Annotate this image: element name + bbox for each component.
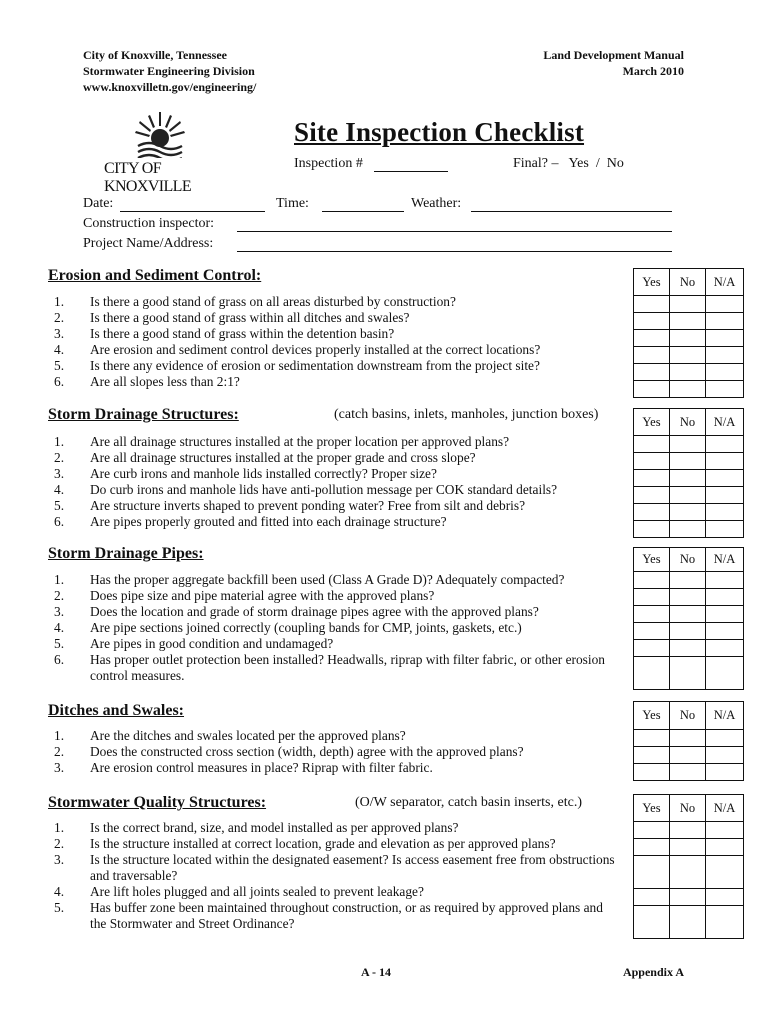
answer-cell[interactable] [634,657,670,690]
city-logo-text: CITY OF KNOXVILLE [104,160,192,195]
answer-cell[interactable] [706,822,744,839]
header-division: Stormwater Engineering Division [83,64,255,78]
header-city: City of Knoxville, Tennessee [83,48,228,62]
col-no: No [670,795,706,822]
header-right [543,47,684,79]
answer-cell[interactable] [706,572,744,589]
answer-cell[interactable] [706,487,744,504]
answer-cell[interactable] [706,606,744,623]
answer-cell[interactable] [706,747,744,764]
section-title-quality: Stormwater Quality Structures: [48,794,267,811]
section-title-pipes: Storm Drainage Pipes: [48,545,204,562]
col-yes: Yes [634,702,670,730]
answer-cell[interactable] [706,313,744,330]
answer-cell[interactable] [670,330,706,347]
col-yes: Yes [634,548,670,572]
date-label: Date: [83,196,114,211]
answer-cell[interactable] [670,487,706,504]
page-number: A - 14 [361,965,391,979]
answer-cell[interactable] [670,504,706,521]
col-no: No [670,409,706,436]
answer-cell[interactable] [706,347,744,364]
col-no: No [670,702,706,730]
section-subtitle-quality: (O/W separator, catch basin inserts, etc.) [355,795,582,810]
time-label: Time: [276,196,309,211]
weather-label: Weather: [411,196,462,211]
date-field[interactable] [120,211,265,212]
answer-header-row [634,409,744,436]
col-yes: Yes [634,795,670,822]
header-website: www.knoxvilletn.gov/engineering/ [83,80,257,94]
answer-cell[interactable] [706,764,744,781]
answer-cell[interactable] [706,906,744,939]
header-left [83,47,256,95]
answer-cell[interactable] [706,381,744,398]
project-label: Project Name/Address: [83,236,214,251]
answer-cell[interactable] [670,606,706,623]
weather-field[interactable] [471,211,672,212]
col-no: No [670,269,706,296]
answer-cell[interactable] [670,856,706,889]
time-field[interactable] [322,211,404,212]
answer-cell[interactable] [706,296,744,313]
answer-cell[interactable] [706,504,744,521]
inspector-field[interactable] [237,231,672,232]
col-yes: Yes [634,269,670,296]
section-title-ditches: Ditches and Swales: [48,702,185,719]
col-na: N/A [706,269,744,296]
answer-cell[interactable] [706,657,744,690]
answer-cell[interactable] [706,889,744,906]
answer-cell[interactable] [670,364,706,381]
answer-header-row [634,548,744,572]
answer-cell[interactable] [670,381,706,398]
header-date: March 2010 [622,64,684,78]
answer-cell[interactable] [670,839,706,856]
answer-cell[interactable] [706,470,744,487]
answer-cell[interactable] [670,347,706,364]
inspector-label: Construction inspector: [83,216,215,231]
answer-cell[interactable] [670,906,706,939]
col-na: N/A [706,548,744,572]
page-title: Site Inspection Checklist [294,117,585,147]
answer-cell[interactable] [670,764,706,781]
answer-cell[interactable] [670,747,706,764]
answer-cell[interactable] [706,589,744,606]
answer-cell[interactable] [670,436,706,453]
answer-cell[interactable] [706,839,744,856]
answer-header-row [634,795,744,822]
city-logo [100,108,240,195]
answer-header-row [634,269,744,296]
col-yes: Yes [634,409,670,436]
answer-cell[interactable] [670,623,706,640]
inspection-number-label: Inspection # [294,156,363,171]
answer-cell[interactable] [670,640,706,657]
answer-cell[interactable] [706,436,744,453]
answer-header-row [634,702,744,730]
appendix-label: Appendix A [622,965,684,979]
answer-cell[interactable] [670,313,706,330]
answer-cell[interactable] [706,856,744,889]
section-title-erosion: Erosion and Sediment Control: [48,267,262,284]
answer-cell[interactable] [706,330,744,347]
project-field[interactable] [237,251,672,252]
answer-cell[interactable] [670,572,706,589]
answer-cell[interactable] [670,453,706,470]
answer-cell[interactable] [634,906,670,939]
answer-cell[interactable] [670,657,706,690]
answer-cell[interactable] [670,889,706,906]
col-na: N/A [706,702,744,730]
section-title-structures: Storm Drainage Structures: [48,406,239,423]
city-logo-icon [100,108,240,158]
answer-cell[interactable] [670,589,706,606]
answer-cell[interactable] [670,730,706,747]
col-na: N/A [706,409,744,436]
col-no: No [670,548,706,572]
inspection-number-field[interactable] [374,171,448,172]
answer-cell[interactable] [670,296,706,313]
answer-cell[interactable] [670,521,706,538]
answer-cell[interactable] [670,470,706,487]
answer-cell[interactable] [706,521,744,538]
answer-cell[interactable] [706,623,744,640]
col-na: N/A [706,795,744,822]
answer-cell[interactable] [706,364,744,381]
answer-grid-quality [633,794,744,939]
section-subtitle-structures: (catch basins, inlets, manholes, junction boxes) [334,407,599,422]
answer-cell[interactable] [706,730,744,747]
answer-cell[interactable] [706,640,744,657]
header-manual: Land Development Manual [543,48,684,62]
answer-cell[interactable] [706,453,744,470]
answer-cell[interactable] [670,822,706,839]
final-yes-no[interactable]: Final? – Yes / No [513,156,624,171]
